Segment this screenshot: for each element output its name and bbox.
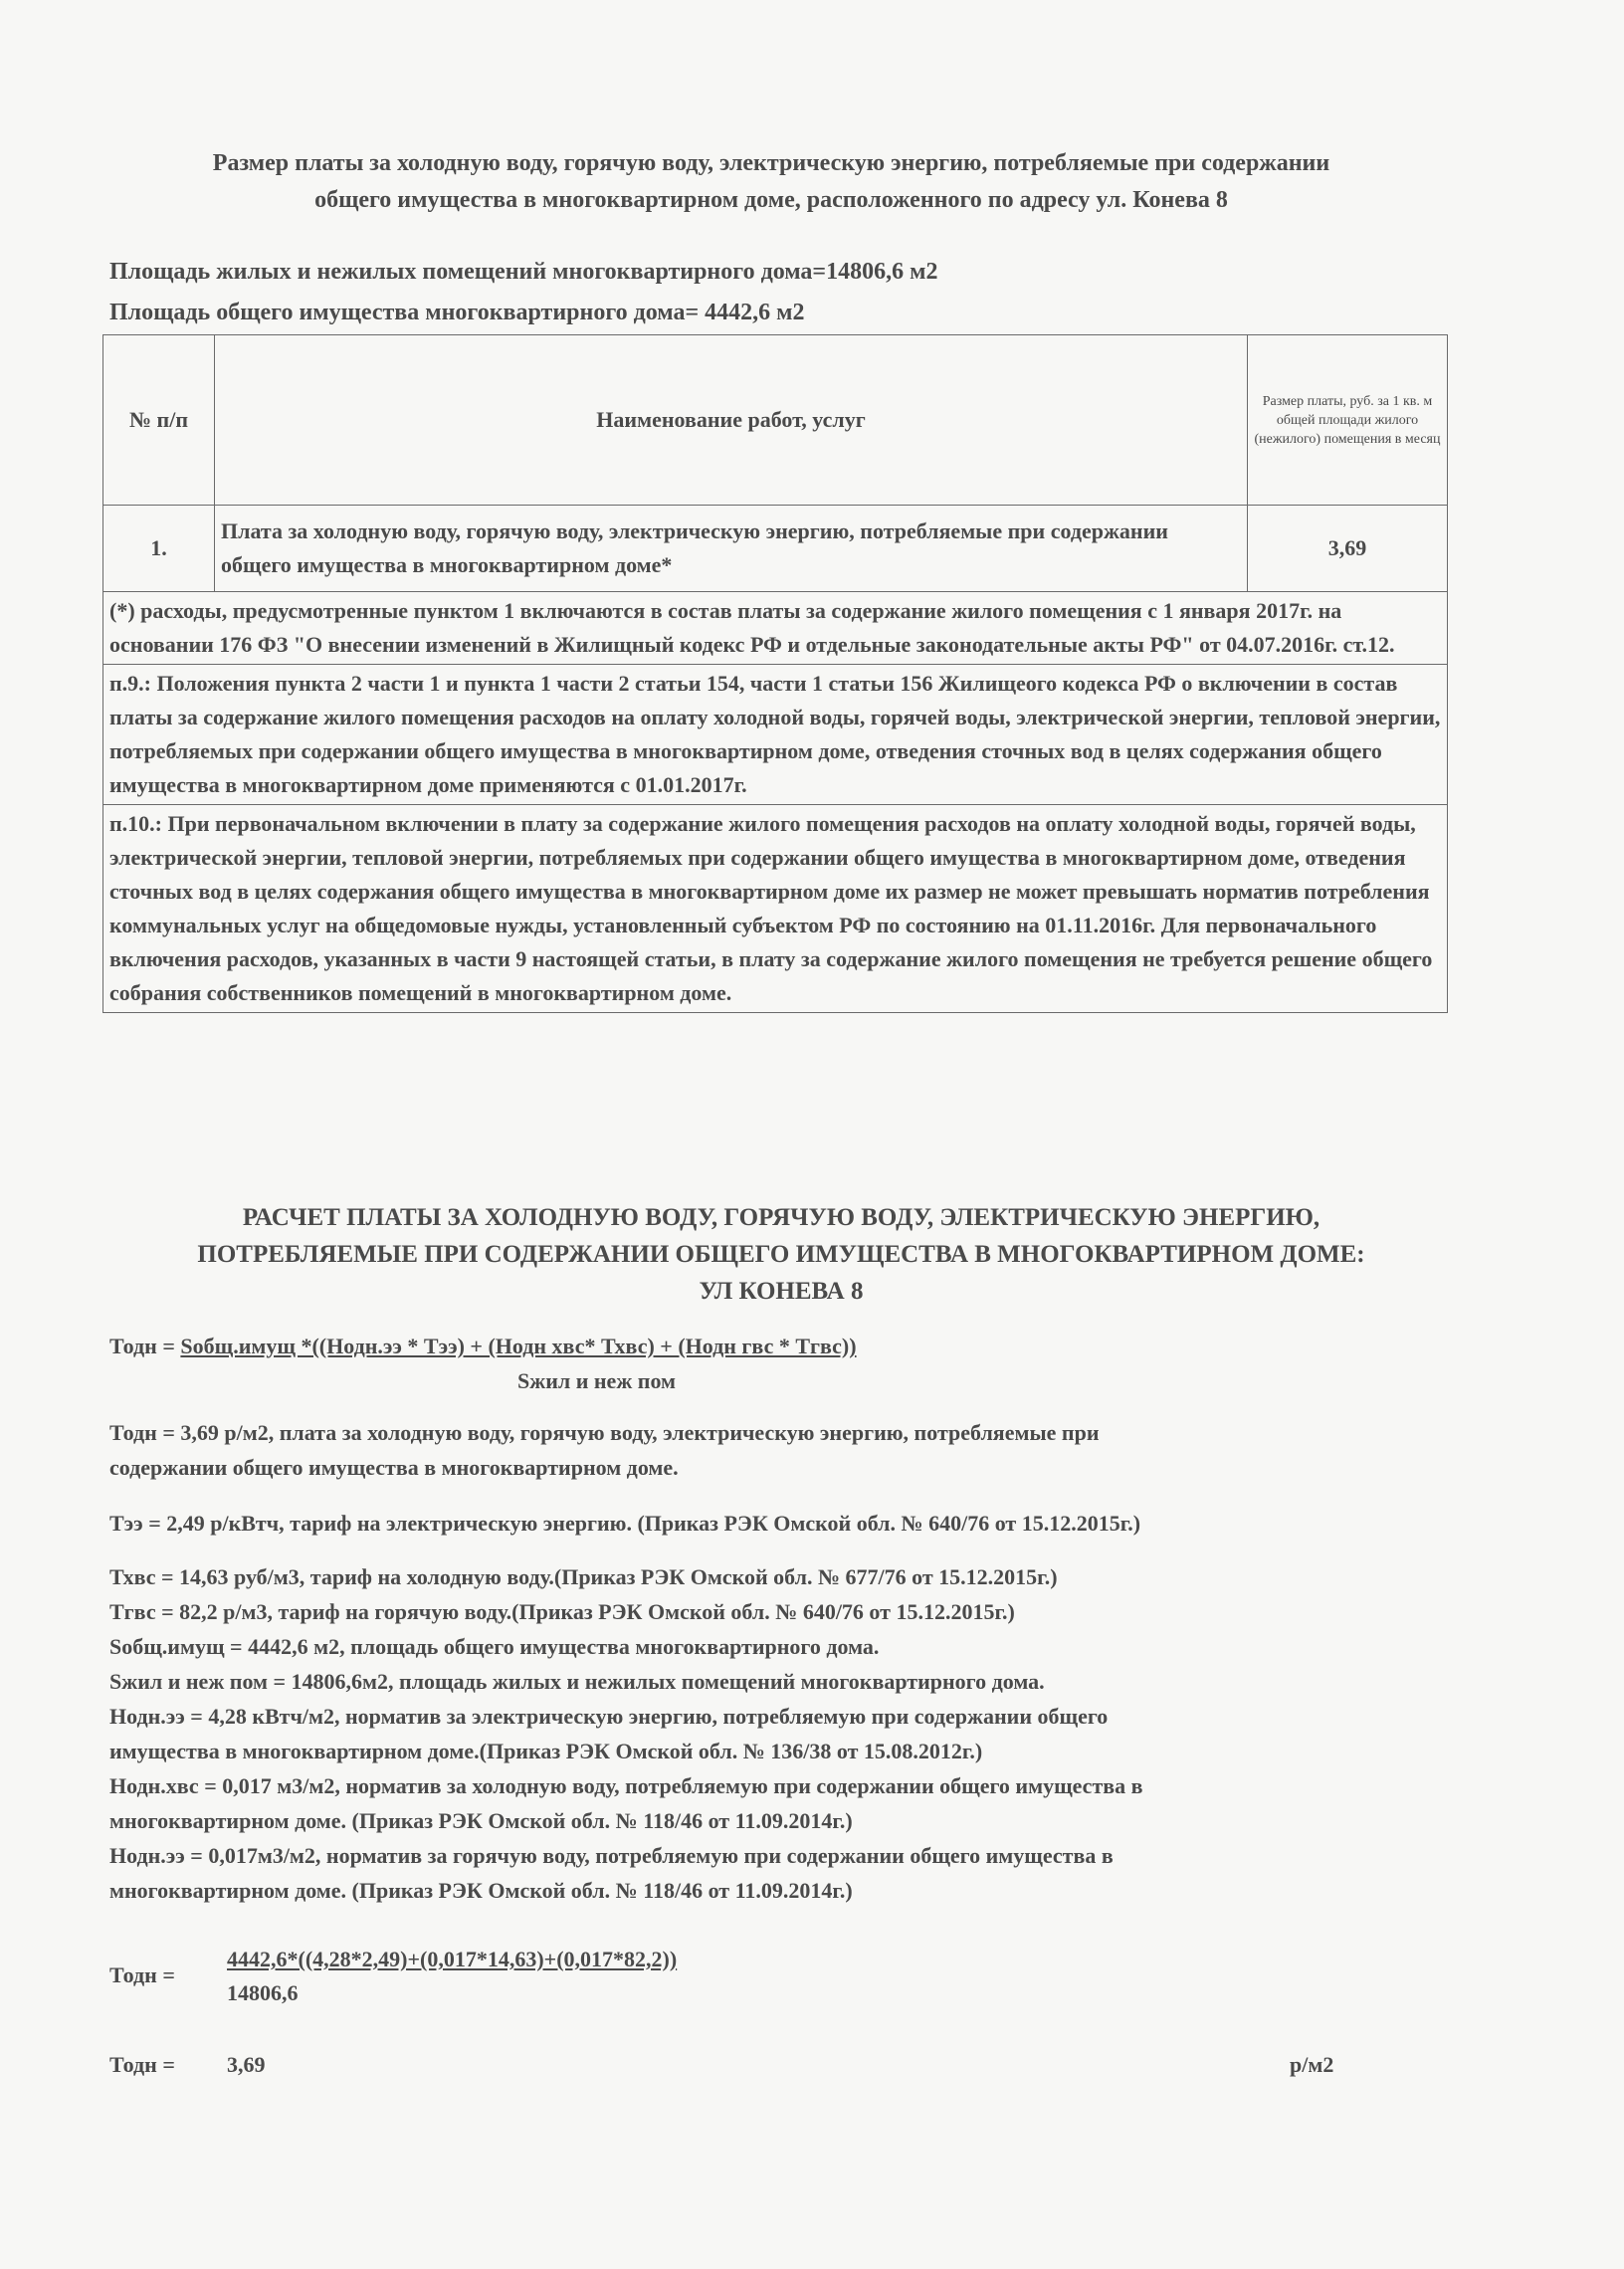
- document-title: [90, 145, 1453, 219]
- note-p9: п.9.: Положения пункта 2 части 1 и пункта 1 части 2 статьи 154, части 1 статьи 156 Жилищеого кодекса РФ о включении в состав платы за содержание жилого помещения расходов на оплату холодной воды, горячей воды, электрической энергии, тепловой энергии, потребляемых при содержании общего имущества в многоквартирном доме, отведения сточных вод в целях содержания общего имущества в многоквартирном доме применяются с 01.01.2017г.: [103, 665, 1448, 805]
- common-area-text: Площадь общего имущества многоквартирного дома= 4442,6 м2: [109, 300, 805, 325]
- note-row: [103, 805, 1448, 1013]
- result-unit: р/м2: [1290, 2052, 1334, 2077]
- formula-prefix: Тодн =: [109, 1334, 181, 1358]
- row-value: 3,69: [1248, 506, 1448, 592]
- table-header-row: [103, 335, 1448, 506]
- definition-nee-2: имущества в многоквартирном доме.(Приказ РЭК Омской обл. № 136/38 от 15.08.2012г.): [109, 1739, 983, 1763]
- calc-numerator: 4442,6*((4,28*2,49)+(0,017*14,63)+(0,017*82,2)): [227, 1947, 678, 1971]
- fee-table: [102, 334, 1448, 1013]
- definition-ngvs-2: многоквартирном доме. (Приказ РЭК Омской обл. № 118/46 от 11.09.2014г.): [109, 1878, 853, 1903]
- definition-szhil: Sжил и неж пом = 14806,6м2, площадь жилых и нежилых помещений многоквартирного дома.: [109, 1669, 1045, 1694]
- header-num: № п/п: [103, 335, 215, 506]
- row-name: Плата за холодную воду, горячую воду, электрическую энергию, потребляемые при содержании общего имущества в многоквартирном доме*: [215, 506, 1248, 592]
- calc-title-line-2: ПОТРЕБЛЯЕМЫЕ ПРИ СОДЕРЖАНИИ ОБЩЕГО ИМУЩЕСТВА В МНОГОКВАРТИРНОМ ДОМЕ:: [197, 1241, 1365, 1268]
- note-row: [103, 592, 1448, 665]
- definition-nee-1: Нодн.ээ = 4,28 кВтч/м2, норматив за электрическую энергию, потребляемую при содержании общего: [109, 1704, 1109, 1729]
- header-name: Наименование работ, услуг: [215, 335, 1248, 506]
- note-p10: п.10.: При первоначальном включении в плату за содержание жилого помещения расходов на оплату холодной воды, горячей воды, электрической энергии, тепловой энергии, потребляемых при содержании общего имущества в многоквартирном доме, отведения сточных вод в целях содержания общего имущества в многоквартирном доме их размер не может превышать норматив потребления коммунальных услуг на общедомовые нужды, установленный субъектом РФ по состоянию на 01.11.2016г. Для первоначального включения расходов, указанных в части 9 настоящей статьи, в плату за содержание жилого помещения не требуется решение общего собрания собственников помещений в многоквартирном доме.: [103, 805, 1448, 1013]
- calc-title: [90, 1199, 1473, 1310]
- result-value: 3,69: [227, 2052, 266, 2077]
- formula-denominator: Sжил и неж пом: [517, 1368, 677, 1393]
- result-label: Тодн =: [109, 2052, 175, 2077]
- definition-ngvs-1: Нодн.ээ = 0,017м3/м2, норматив за горячую воду, потребляемую при содержании общего имущества в: [109, 1843, 1114, 1868]
- note-asterisk: (*) расходы, предусмотренные пунктом 1 включаются в состав платы за содержание жилого помещения с 1 января 2017г. на основании 176 ФЗ "О внесении изменений в Жилищный кодекс РФ и отдельные законодательные акты РФ" от 04.07.2016г. ст.12.: [103, 592, 1448, 665]
- definition-nhvs-2: многоквартирном доме. (Приказ РЭК Омской обл. № 118/46 от 11.09.2014г.): [109, 1808, 853, 1833]
- definition-todn-1: Тодн = 3,69 р/м2, плата за холодную воду, горячую воду, электрическую энергию, потребляемые при: [109, 1420, 1100, 1445]
- row-num: 1.: [103, 506, 215, 592]
- calc-title-line-1: РАСЧЕТ ПЛАТЫ ЗА ХОЛОДНУЮ ВОДУ, ГОРЯЧУЮ ВОДУ, ЭЛЕКТРИЧЕСКУЮ ЭНЕРГИЮ,: [242, 1204, 1320, 1231]
- definition-tee: Тээ = 2,49 р/кВтч, тариф на электрическую энергию. (Приказ РЭК Омской обл. № 640/76 от 15.12.2015г.): [109, 1511, 1141, 1536]
- definition-tgvs: Тгвс = 82,2 р/м3, тариф на горячую воду.(Приказ РЭК Омской обл. № 640/76 от 15.12.2015г.): [109, 1599, 1015, 1624]
- calc-label: Тодн =: [109, 1962, 175, 1987]
- definition-thvs: Тхвс = 14,63 руб/м3, тариф на холодную воду.(Приказ РЭК Омской обл. № 677/76 от 15.12.2015г.): [109, 1564, 1058, 1589]
- note-row: [103, 665, 1448, 805]
- definition-sobsh: Sобщ.имущ = 4442,6 м2, площадь общего имущества многоквартирного дома.: [109, 1634, 880, 1659]
- formula-line: [109, 1329, 1453, 1363]
- title-line-2: общего имущества в многоквартирном доме, расположенного по адресу ул. Конева 8: [314, 187, 1228, 213]
- definition-nhvs-1: Нодн.хвс = 0,017 м3/м2, норматив за холодную воду, потребляемую при содержании общего имущества в: [109, 1773, 1143, 1798]
- formula-numerator: Sобщ.имущ *((Нодн.ээ * Тээ) + (Нодн хвс* Тхвс) + (Нодн гвс * Тгвс)): [180, 1334, 857, 1358]
- title-line-1: Размер платы за холодную воду, горячую воду, электрическую энергию, потребляемые при содержании: [212, 150, 1330, 176]
- table-row: [103, 506, 1448, 592]
- residential-area-text: Площадь жилых и нежилых помещений многоквартирного дома=14806,6 м2: [109, 259, 938, 285]
- definition-todn-2: содержании общего имущества в многоквартирном доме.: [109, 1455, 679, 1480]
- calc-title-line-3: УЛ КОНЕВА 8: [699, 1278, 864, 1305]
- calc-denominator: 14806,6: [227, 1980, 299, 2005]
- header-size: Размер платы, руб. за 1 кв. м общей площади жилого (нежилого) помещения в месяц: [1248, 335, 1448, 506]
